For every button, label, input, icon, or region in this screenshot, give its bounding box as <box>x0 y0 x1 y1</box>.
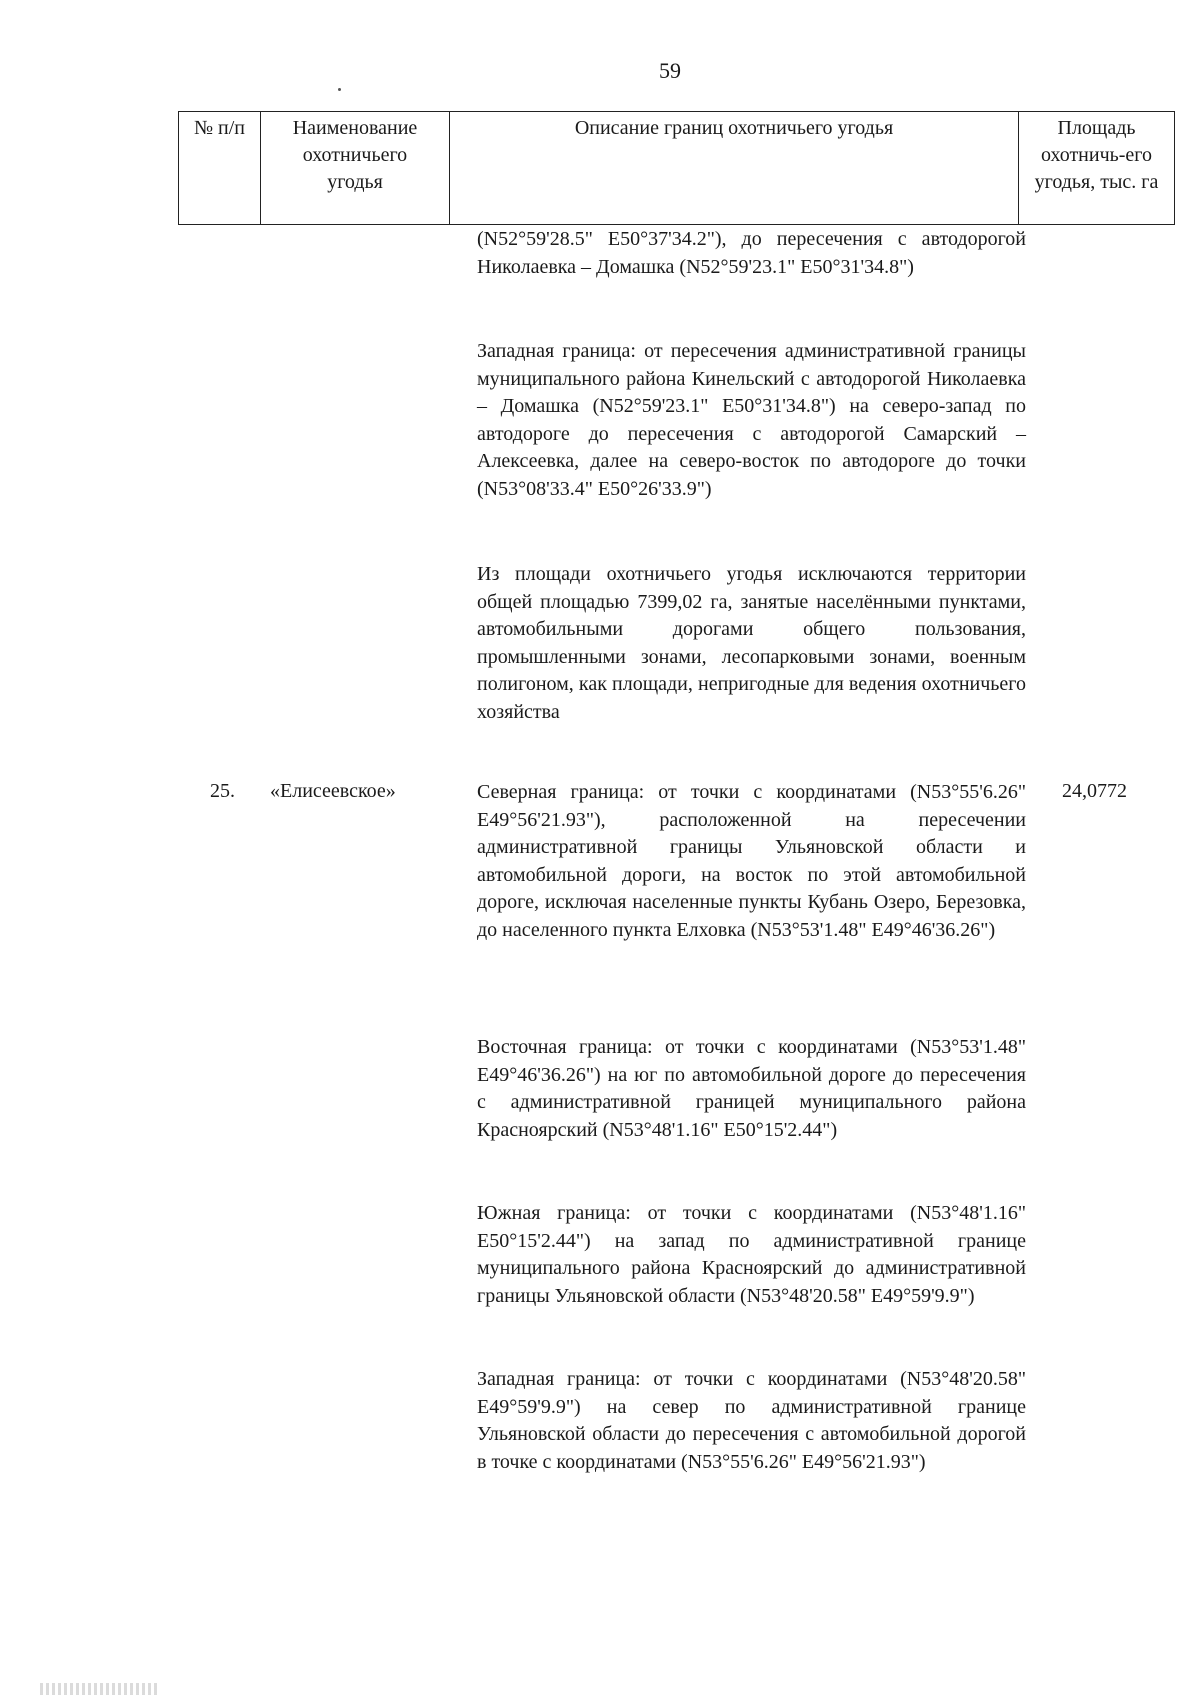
scan-speck <box>338 88 341 91</box>
entry-25-area: 24,0772 <box>1062 780 1127 802</box>
entry-25-number: 25. <box>210 780 235 802</box>
page-number: 59 <box>659 58 681 83</box>
header-name: Наименование охотничьего угодья <box>261 112 450 224</box>
continuation-western-border: Западная граница: от пересечения административной границы муниципального района Кинельский с автодорогой Николаевка – Домашка (N52°59'23.1" E50°31'34.8") на северо-запад по автодороге до пересечения с автодорогой Самарский – Алексеевка, далее на северо-восток по автодороге до точки (N53°08'33.4" E50°26'33.9") <box>477 340 1026 500</box>
entry-25-east-border: Восточная граница: от точки с координатами (N53°53'1.48" E49°46'36.26") на юг по автомобильной дороге до пересечения с административной границей муниципального района Красноярский (N53°48'1.16" E50°15'2.44") <box>477 1036 1026 1141</box>
header-description: Описание границ охотничьего угодья <box>450 112 1019 224</box>
scan-artifact <box>40 1683 160 1695</box>
header-number: № п/п <box>179 112 261 224</box>
entry-25-south-border: Южная граница: от точки с координатами (N53°48'1.16" E50°15'2.44") на запад по административной границе муниципального района Красноярский до административной границы Ульяновской области (N53°48'20.58" E49°59'9.9") <box>477 1202 1026 1307</box>
entry-25-north-border: Северная граница: от точки с координатами (N53°55'6.26" E49°56'21.93"), расположенной на пересечении административной границы Ульяновской области и автомобильной дороги, на восток по этой автомобильной дороге, исключая населенные пункты Кубань Озеро, Березовка, до населенного пункта Елховка (N53°53'1.48" E49°46'36.26") <box>477 781 1026 941</box>
entry-25-west-border: Западная граница: от точки с координатами (N53°48'20.58" E49°59'9.9") на север по административной границе Ульяновской области до пересечения с автомобильной дорогой в точке с координатами (N53°55'6.26" E49°56'21.93") <box>477 1368 1026 1473</box>
continuation-exclusion-note: Из площади охотничьего угодья исключаются территории общей площадью 7399,02 га, занятые населёнными пунктами, автомобильными дорогами общего пользования, промышленными зонами, лесопарковыми зонами, военным полигоном, как площади, непригодные для ведения охотничьего хозяйства <box>477 563 1026 723</box>
continuation-paragraph-1: (N52°59'28.5" E50°37'34.2"), до пересечения с автодорогой Николаевка – Домашка (N52°59'23.1" E50°31'34.8") <box>477 228 1026 278</box>
entry-25-name: «Елисеевское» <box>270 780 396 802</box>
table-header <box>178 111 1175 225</box>
header-area: Площадь охотничь-его угодья, тыс. га <box>1034 117 1159 193</box>
